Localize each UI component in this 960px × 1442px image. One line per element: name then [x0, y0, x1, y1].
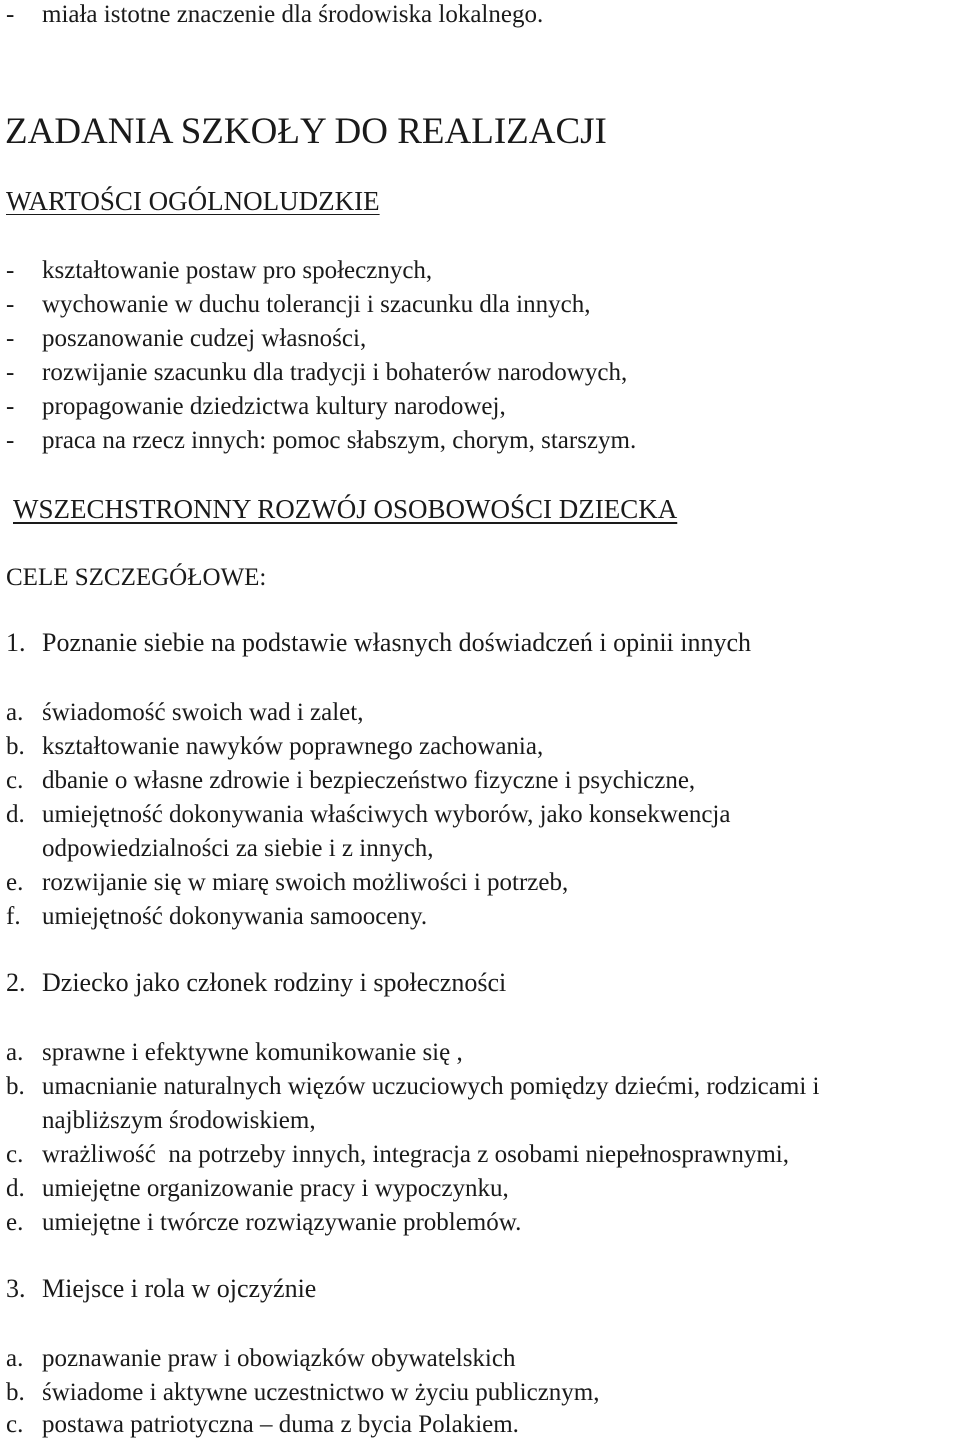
item-marker: c. — [6, 1411, 24, 1438]
item-marker: a. — [6, 1345, 24, 1372]
item-text: umacnianie naturalnych więzów uczuciowych pomiędzy dziećmi, rodzicami i — [42, 1073, 820, 1100]
item-marker: b. — [6, 733, 25, 760]
goals-heading: CELE SZCZEGÓŁOWE: — [6, 564, 267, 591]
item-text: kształtowanie nawyków poprawnego zachowania, — [42, 733, 544, 760]
list-item-text: kształtowanie postaw pro społecznych, — [42, 257, 433, 284]
list-item-text: propagowanie dziedzictwa kultury narodowej, — [42, 393, 506, 420]
item-text: odpowiedzialności za siebie i z innych, — [42, 835, 434, 862]
item-text: świadomość swoich wad i zalet, — [42, 699, 364, 726]
goal-title: Miejsce i rola w ojczyźnie — [42, 1274, 317, 1303]
item-marker: e. — [6, 869, 24, 896]
item-marker: d. — [6, 1175, 25, 1202]
values-heading — [6, 185, 380, 217]
list-dash: - — [6, 427, 15, 454]
goal-number: 2. — [6, 968, 26, 997]
item-text: sprawne i efektywne komunikowanie się , — [42, 1039, 463, 1066]
item-marker: b. — [6, 1073, 25, 1100]
development-heading: WSZECHSTRONNY ROZWÓJ OSOBOWOŚCI DZIECKA — [13, 494, 678, 524]
item-text: umiejętne i twórcze rozwiązywanie problemów. — [42, 1209, 522, 1236]
item-text: świadome i aktywne uczestnictwo w życiu publicznym, — [42, 1379, 600, 1406]
item-text: umiejętność dokonywania właściwych wyborów, jako konsekwencja — [42, 801, 731, 828]
item-marker: a. — [6, 1039, 24, 1066]
item-text: postawa patriotyczna – duma z bycia Polakiem. — [42, 1411, 519, 1438]
goal-number: 3. — [6, 1274, 26, 1303]
item-marker: c. — [6, 1141, 24, 1168]
list-dash: - — [6, 257, 15, 284]
item-marker: d. — [6, 801, 25, 828]
item-text: umiejętne organizowanie pracy i wypoczynku, — [42, 1175, 509, 1202]
list-dash: - — [6, 393, 15, 420]
list-item-text: wychowanie w duchu tolerancji i szacunku dla innych, — [42, 291, 591, 318]
item-text: najbliższym środowiskiem, — [42, 1107, 316, 1134]
document-title: ZADANIA SZKOŁY DO REALIZACJI — [5, 111, 607, 152]
values-heading-text: WARTOŚCI OGÓLNOLUDZKIE — [6, 186, 380, 216]
list-dash: - — [6, 325, 15, 352]
list-item-text: rozwijanie szacunku dla tradycji i bohaterów narodowych, — [42, 359, 628, 386]
intro-text: miała istotne znaczenie dla środowiska lokalnego. — [42, 1, 544, 28]
list-item-text: praca na rzecz innych: pomoc słabszym, chorym, starszym. — [42, 427, 637, 454]
list-item-text: poszanowanie cudzej własności, — [42, 325, 367, 352]
item-marker: b. — [6, 1379, 25, 1406]
item-text: poznawanie praw i obowiązków obywatelskich — [42, 1345, 516, 1372]
goal-title: Dziecko jako członek rodziny i społeczności — [42, 968, 507, 997]
item-marker: f. — [6, 903, 21, 930]
item-text: dbanie o własne zdrowie i bezpieczeństwo fizyczne i psychiczne, — [42, 767, 696, 794]
list-dash: - — [6, 1, 15, 28]
list-dash: - — [6, 291, 15, 318]
list-dash: - — [6, 359, 15, 386]
item-marker: a. — [6, 699, 24, 726]
item-text: wrażliwość na potrzeby innych, integracja z osobami niepełnosprawnymi, — [42, 1141, 789, 1168]
item-marker: c. — [6, 767, 24, 794]
goal-title: Poznanie siebie na podstawie własnych doświadczeń i opinii innych — [42, 628, 752, 657]
goal-number: 1. — [6, 628, 26, 657]
item-text: rozwijanie się w miarę swoich możliwości i potrzeb, — [42, 869, 569, 896]
item-marker: e. — [6, 1209, 24, 1236]
item-text: umiejętność dokonywania samooceny. — [42, 903, 428, 930]
